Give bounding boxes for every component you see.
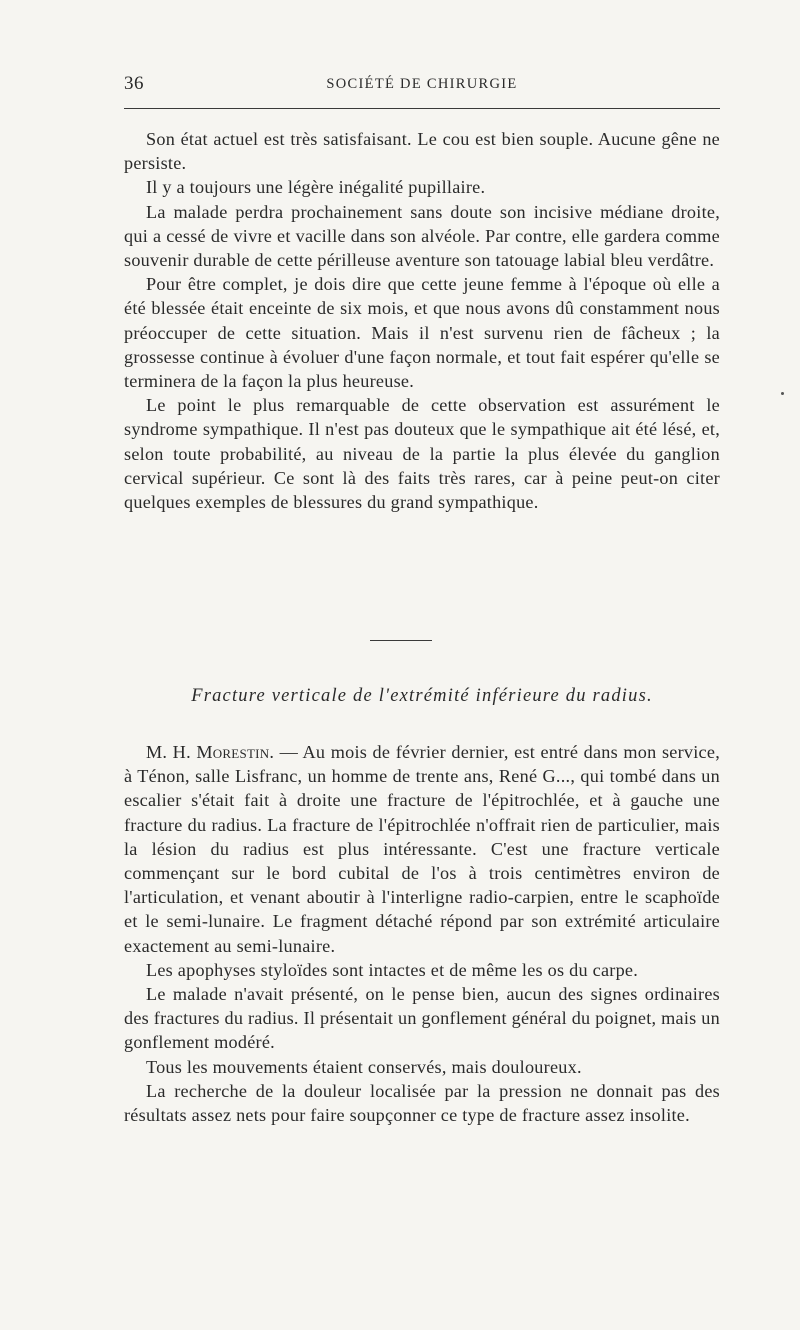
paragraph: Le point le plus remarquable de cette observation est assurément le syndrome sympathique. Il n'est pas douteux que le sympathique ait été lésé, et, selon toute probabilité, au niveau de la partie la plus élevée du ganglion cervical supérieur. Ce sont là des faits très rares, car à peine peut-on citer quelques exemples de blessures du grand sympathique. xyxy=(124,395,720,513)
print-speck xyxy=(781,392,784,395)
paragraph: Son état actuel est très satisfaisant. Le cou est bien souple. Aucune gêne ne persiste. xyxy=(124,129,720,174)
paragraph: La recherche de la douleur localisée par la pression ne donnait pas des résultats assez nets pour faire soupçonner ce type de fracture assez insolite. xyxy=(124,1080,720,1126)
paragraph-with-author xyxy=(124,740,720,958)
paragraph: Tous les mouvements étaient conservés, mais douloureux. xyxy=(146,1056,582,1077)
section-separator xyxy=(370,640,432,641)
paragraph: Pour être complet, je dois dire que cette jeune femme à l'époque où elle a été blessée était enceinte de six mois, et que nous avons dû constamment nous préoccuper de cette situation. Mais il n'est survenu rien de fâcheux ; la grossesse continue à évoluer d'une façon normale, et tout fait espérer qu'elle se terminera de la façon la plus heureuse. xyxy=(124,274,720,392)
previous-case-text xyxy=(124,127,720,514)
journal-title: SOCIÉTÉ DE CHIRURGIE xyxy=(326,76,518,92)
author-name: M. H. Morestin. xyxy=(146,742,275,762)
new-case-text xyxy=(124,740,720,1127)
paragraph: La malade perdra prochainement sans doute son incisive médiane droite, qui a cessé de vivre et vacille dans son alvéole. Par contre, elle gardera comme souvenir durable de cette périlleuse aventure son tatouage labial bleu verdâtre. xyxy=(124,201,720,271)
paragraph: Le malade n'avait présenté, on le pense bien, aucun des signes ordinaires des fractures du radius. Il présentait un gonflement général du poignet, mais un gonflement modéré. xyxy=(124,984,720,1053)
header-rule xyxy=(124,108,720,109)
section-title: Fracture verticale de l'extrémité inférieure du radius. xyxy=(191,686,653,706)
page-number: 36 xyxy=(124,73,144,94)
running-head xyxy=(124,73,720,101)
paragraph-text: — Au mois de février dernier, est entré dans mon service, à Ténon, salle Lisfranc, un homme de trente ans, René G..., qui tombé dans un escalier s'était fait à droite une fracture de l'épitrochlée, et à gauche une fracture du radius. La fracture de l'épitrochlée n'offrait rien de particulier, mais la lésion du radius est plus intéressante. C'est une fracture verticale commençant sur le bord cubital de l'os à trois centimètres environ de l'articulation, et venant aboutir à l'interligne radio-carpien, entre le scaphoïde et le semi-lunaire. Le fragment détaché répond par son extrémité articulaire exactement au semi-lunaire. xyxy=(124,742,720,956)
paragraph: Les apophyses styloïdes sont intactes et de même les os du carpe. xyxy=(146,959,639,980)
paragraph: Il y a toujours une légère inégalité pupillaire. xyxy=(146,177,486,198)
